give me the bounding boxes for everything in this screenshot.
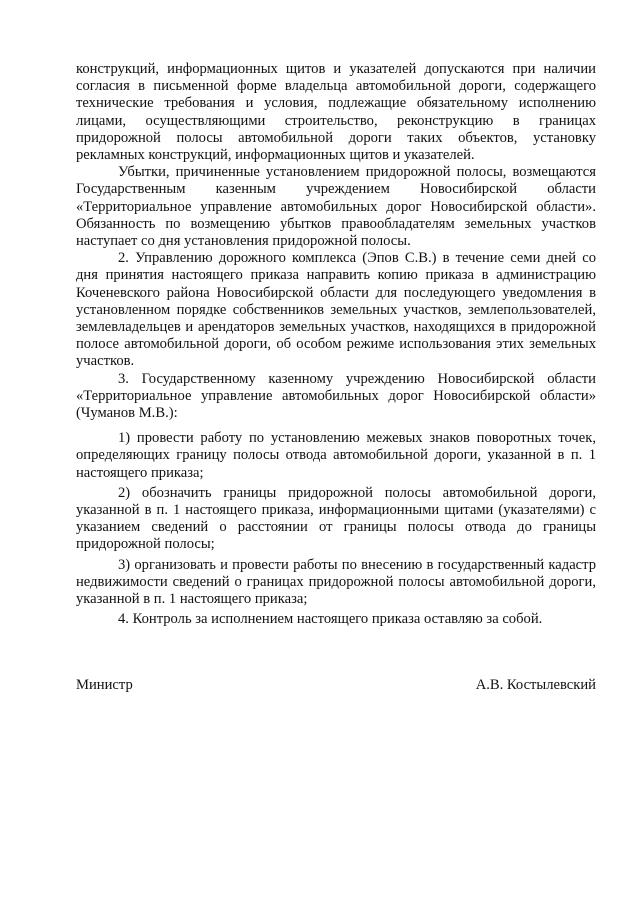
paragraph-item-4: 4. Контроль за исполнением настоящего приказа оставляю за собой.	[118, 611, 543, 628]
document-body	[76, 61, 596, 629]
paragraph-item-2: 2. Управлению дорожного комплекса (Эпов С.В.) в течение семи дней со дня принятия настоящего приказа направить копию приказа в администрацию Коченевского района Новосибирской области для последующего уведомления в установленном порядке собственников земельных участков, землепользователей, землевладельцев и арендаторов земельных участков, находящихся в придорожной полосе автомобильной дороги, об особом режиме использования этих земельных участков.	[76, 250, 596, 370]
paragraph-continuation: конструкций, информационных щитов и указателей допускаются при наличии согласия в письменной форме владельца автомобильной дороги, содержащего технические требования и условия, подлежащие обязательному исполнению лицами, осуществляющими строительство, реконструкцию в границах придорожной полосы автомобильной дороги таких объектов, установку рекламных конструкций, информационных щитов и указателей.	[76, 61, 596, 164]
paragraph-damages: Убытки, причиненные установлением придорожной полосы, возмещаются Государственным казенным учреждением Новосибирской области «Территориальное управление автомобильных дорог Новосибирской области». Обязанность по возмещению убытков правообладателям земельных участков наступает со дня установления придорожной полосы.	[76, 164, 596, 250]
signature-block	[76, 677, 596, 694]
signature-name: А.В. Костылевский	[475, 677, 596, 693]
signature-position: Министр	[76, 677, 133, 693]
paragraph-item-3: 3. Государственному казенному учреждению Новосибирской области «Территориальное управление автомобильных дорог Новосибирской области» (Чуманов М.В.):	[76, 370, 596, 422]
paragraph-subitem-1: 1) провести работу по установлению межевых знаков поворотных точек, определяющих границу полосы отвода автомобильной дороги, указанной в п. 1 настоящего приказа;	[76, 430, 596, 481]
paragraph-subitem-2: 2) обозначить границы придорожной полосы автомобильной дороги, указанной в п. 1 настоящего приказа, информационными щитами (указателями) с указанием сведений о расстоянии от границы полосы отвода до границы придорожной полосы;	[76, 484, 596, 553]
paragraph-subitem-3: 3) организовать и провести работы по внесению в государственный кадастр недвижимости сведений о границах придорожной полосы автомобильной дороги, указанной в п. 1 настоящего приказа;	[76, 556, 596, 608]
